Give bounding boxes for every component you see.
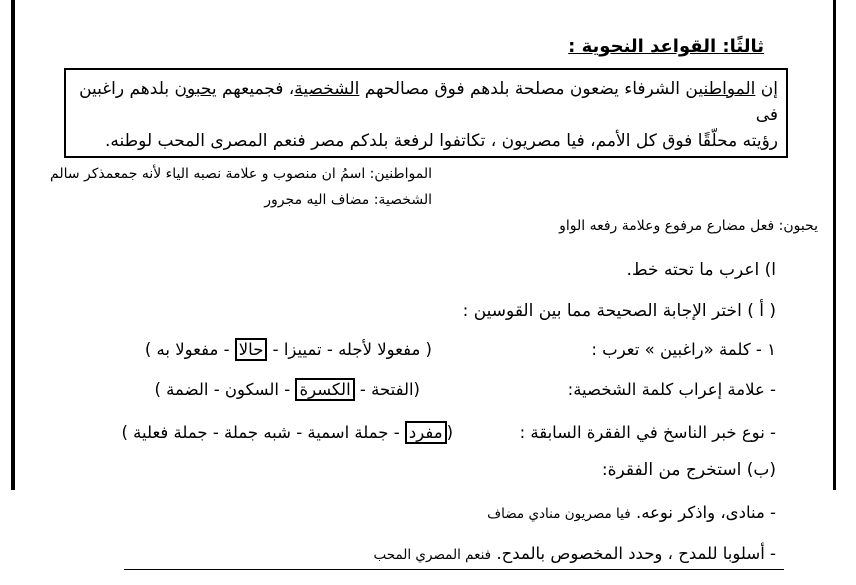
question-b2-answer: فنعم المصري المحب	[373, 547, 492, 563]
underlined-word-love: يحبون	[174, 79, 217, 99]
question-3-options	[121, 423, 453, 442]
question-b1	[487, 503, 776, 522]
question-b2-prompt: - أسلوبا للمدح ، وحدد المخصوص بالمدح.	[496, 544, 776, 563]
option-text: - جملة اسمية - شبه جملة - جملة فعلية )	[121, 423, 405, 442]
option-text: ( مفعولا لأجله - تمييزا -	[267, 340, 432, 359]
option-text: (الفتحة -	[354, 380, 420, 399]
underlined-word-citizens: المواطنين	[685, 79, 756, 99]
passage-line-1	[74, 76, 778, 128]
question-choose: ( أ ) اختر الإجابة الصحيحة مما بين القوسين :	[462, 301, 776, 321]
page-border-right	[833, 0, 836, 490]
passage-text: ، فجميعهم	[216, 79, 295, 99]
chosen-answer-box: مفرد	[405, 421, 447, 444]
question-b2	[374, 544, 777, 563]
chosen-answer-box: الكسرة	[295, 378, 354, 401]
chosen-answer-box: حالا	[235, 338, 268, 361]
question-2-prompt: - علامة إعراب كلمة الشخصية:	[567, 380, 776, 399]
passage-box	[64, 68, 788, 158]
answer-note-1: المواطنين: اسمُ ان منصوب و علامة نصبه الياء لأنه جمعمذكر سالم	[50, 166, 432, 182]
question-parse: ا) اعرب ما تحته خط.	[626, 260, 776, 280]
option-text: (	[446, 423, 453, 442]
question-extract: (ب) استخرج من الفقرة:	[601, 460, 776, 480]
answer-underline	[124, 569, 784, 570]
answer-note-2: الشخصية: مضاف اليه مجرور	[264, 192, 432, 208]
question-b1-answer: فيا مصريون منادي مضاف	[487, 506, 631, 522]
question-b1-prompt: - منادى، واذكر نوعه.	[635, 503, 776, 522]
question-1-options	[145, 340, 432, 359]
option-text: - السكون - الضمة )	[154, 380, 296, 399]
question-3-prompt: - نوع خبر الناسخ في الفقرة السابقة :	[519, 423, 776, 442]
page-border-left	[11, 0, 15, 490]
answer-note-3: يحبون: فعل مضارع مرفوع وعلامة رفعه الواو	[559, 218, 818, 234]
question-1-prompt: ١ - كلمة «راغبين » تعرب :	[591, 340, 776, 359]
option-text: - مفعولا به )	[144, 340, 235, 359]
passage-text: إن	[755, 79, 778, 99]
underlined-word-personal: الشخصية	[294, 79, 360, 99]
passage-text: الشرفاء يضعون مصلحة بلدهم فوق مصالحهم	[359, 79, 686, 99]
passage-line-2: رؤيته محلّقًا فوق كل الأمم، فيا مصريون ، تكاتفوا لرفعة بلدكم مصر فنعم المصرى المحب لوطنه.	[104, 131, 778, 151]
question-2-options	[155, 380, 421, 399]
section-heading: ثالثًا: القواعد النحوية :	[568, 36, 764, 57]
passage-text: بلدهم راغبين فى	[79, 79, 778, 125]
